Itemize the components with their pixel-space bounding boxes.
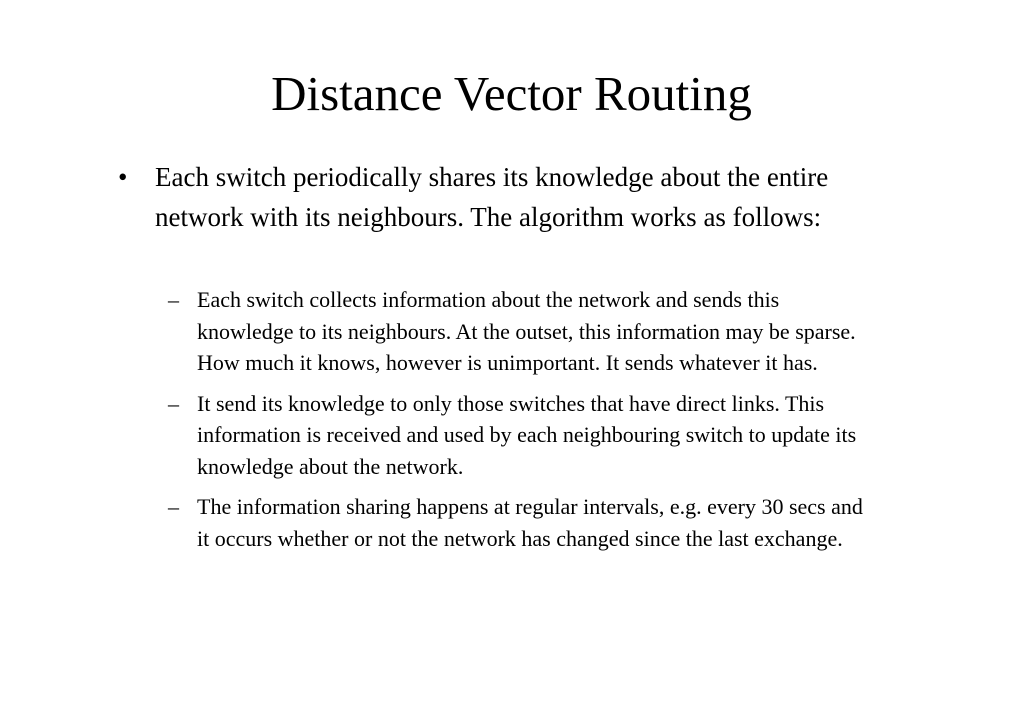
- dash-marker: –: [168, 287, 179, 312]
- sub-bullet-item: [168, 284, 888, 379]
- sub-bullet-item: [168, 388, 888, 483]
- dash-marker: –: [168, 494, 179, 519]
- dash-marker: –: [168, 390, 179, 416]
- sub-bullet-list: [168, 284, 888, 563]
- sub-bullet-text: Each switch collects information about the network and sends this knowledge to its neighbours. At the outset, this information may be sparse. How much it knows, however is unimportant. It sends whatever it has.: [197, 287, 856, 375]
- sub-bullet-text: It send its knowledge to only those switches that have direct links. This information is received and used by each neighbouring switch to update its knowledge about the network.: [197, 390, 857, 479]
- main-bullet: [118, 157, 878, 237]
- bullet-marker: •: [118, 162, 128, 192]
- sub-bullet-text: The information sharing happens at regular intervals, e.g. every 30 secs and it occurs whether or not the network has changed since the last exchange.: [197, 494, 863, 551]
- sub-bullet-item: [168, 491, 888, 554]
- main-bullet-text: Each switch periodically shares its knowledge about the entire network with its neighbours. The algorithm works as follows:: [155, 162, 829, 232]
- slide-title: Distance Vector Routing: [271, 66, 752, 121]
